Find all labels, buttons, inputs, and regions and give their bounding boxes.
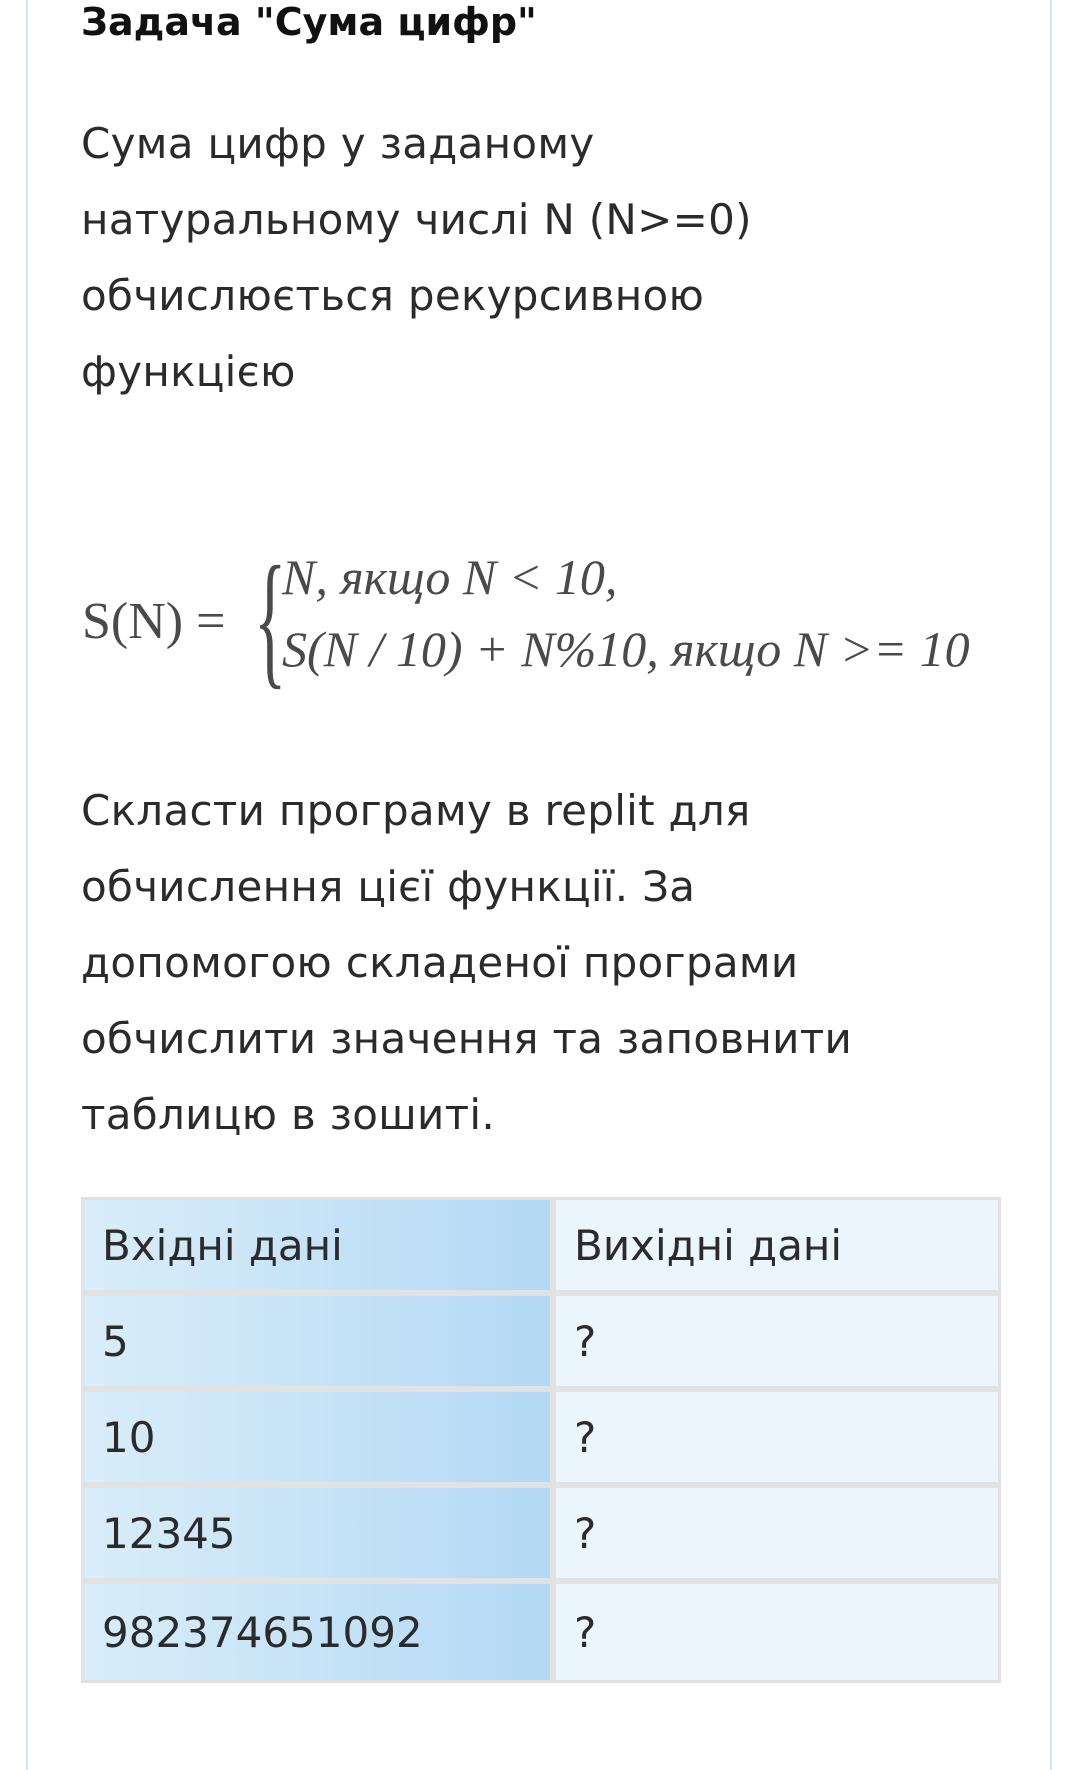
intro-line: обчислюється рекурсивною [81, 271, 705, 320]
task-line: таблицю в зошиті. [81, 1090, 495, 1139]
task-line: обчислити значення та заповнити [81, 1014, 853, 1063]
intro-line: натуральному числі N (N>=0) [81, 195, 752, 244]
formula-brace-icon: { [254, 536, 287, 702]
output-cell: ? [556, 1392, 998, 1488]
table-header-row [84, 1200, 998, 1296]
table-row [84, 1488, 998, 1584]
io-table [81, 1197, 1001, 1683]
input-cell: 10 [84, 1392, 556, 1488]
input-cell: 982374651092 [84, 1584, 556, 1680]
input-cell: 12345 [84, 1488, 556, 1584]
output-cell: ? [556, 1584, 998, 1680]
intro-line: функцією [81, 347, 296, 396]
intro-line: Сума цифр у заданому [81, 119, 595, 168]
formula-lhs: S(N) = [82, 593, 226, 650]
output-cell: ? [556, 1488, 998, 1584]
header-input: Вхідні дані [84, 1200, 556, 1296]
header-output: Вихідні дані [556, 1200, 998, 1296]
task-title: Задача "Сума цифр" [81, 0, 537, 44]
intro-paragraph [81, 106, 941, 410]
task-line: обчислення цієї функції. За [81, 862, 696, 911]
recursive-formula [82, 536, 1002, 702]
formula-case-base: N, якщо N < 10, [282, 549, 618, 605]
formula-case-recursive: S(N / 10) + N%10, якщо N >= 10 [282, 621, 970, 677]
task-line: Скласти програму в replit для [81, 786, 751, 835]
input-cell: 5 [84, 1296, 556, 1392]
table-row [84, 1392, 998, 1488]
task-line: допомогою складеної програми [81, 938, 799, 987]
output-cell: ? [556, 1296, 998, 1392]
task-paragraph [81, 773, 981, 1153]
table-row [84, 1584, 998, 1680]
table-row [84, 1296, 998, 1392]
